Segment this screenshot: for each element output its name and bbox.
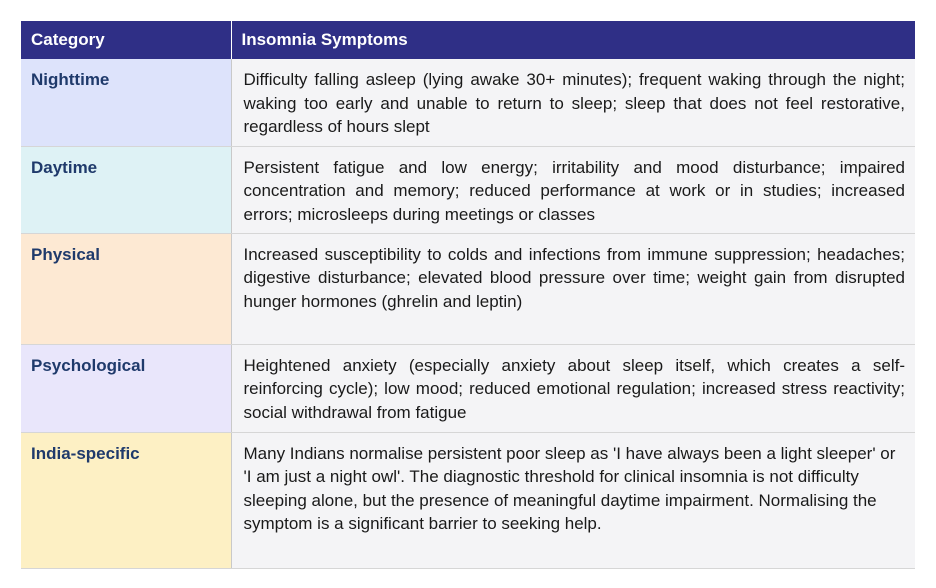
- header-row: [21, 21, 915, 59]
- category-physical: Physical: [21, 233, 231, 344]
- symptoms-psychological: Heightened anxiety (especially anxiety about sleep itself, which creates a self-reinforcing cycle); low mood; reduced emotional regulation; increased stress reactivity; social withdrawal from fatigue: [231, 344, 915, 432]
- symptoms-physical: Increased susceptibility to colds and infections from immune suppression; headaches; digestive disturbance; elevated blood pressure over time; weight gain from disrupted hunger hormones (ghrelin and leptin): [231, 233, 915, 344]
- table-row: [21, 432, 915, 568]
- symptoms-column-header: Insomnia Symptoms: [231, 21, 915, 59]
- table-row: [21, 59, 915, 146]
- table-row: [21, 146, 915, 233]
- category-daytime: Daytime: [21, 146, 231, 233]
- table-row: [21, 233, 915, 344]
- category-nighttime: Nighttime: [21, 59, 231, 146]
- insomnia-symptoms-table: [21, 21, 915, 569]
- symptoms-nighttime: Difficulty falling asleep (lying awake 30+ minutes); frequent waking through the night; waking too early and unable to return to sleep; sleep that does not feel restorative, regardless of hours slept: [231, 59, 915, 146]
- category-india-specific: India-specific: [21, 432, 231, 568]
- table-row: [21, 344, 915, 432]
- category-column-header: Category: [21, 21, 231, 59]
- category-psychological: Psychological: [21, 344, 231, 432]
- symptoms-daytime: Persistent fatigue and low energy; irritability and mood disturbance; impaired concentration and memory; reduced performance at work or in studies; increased errors; microsleeps during meetings or classes: [231, 146, 915, 233]
- symptoms-india-specific: Many Indians normalise persistent poor sleep as 'I have always been a light sleeper' or 'I am just a night owl'. The diagnostic threshold for clinical insomnia is not difficulty sleeping alone, but the presence of meaningful daytime impairment. Normalising the symptom is a significant barrier to seeking help.: [231, 432, 915, 568]
